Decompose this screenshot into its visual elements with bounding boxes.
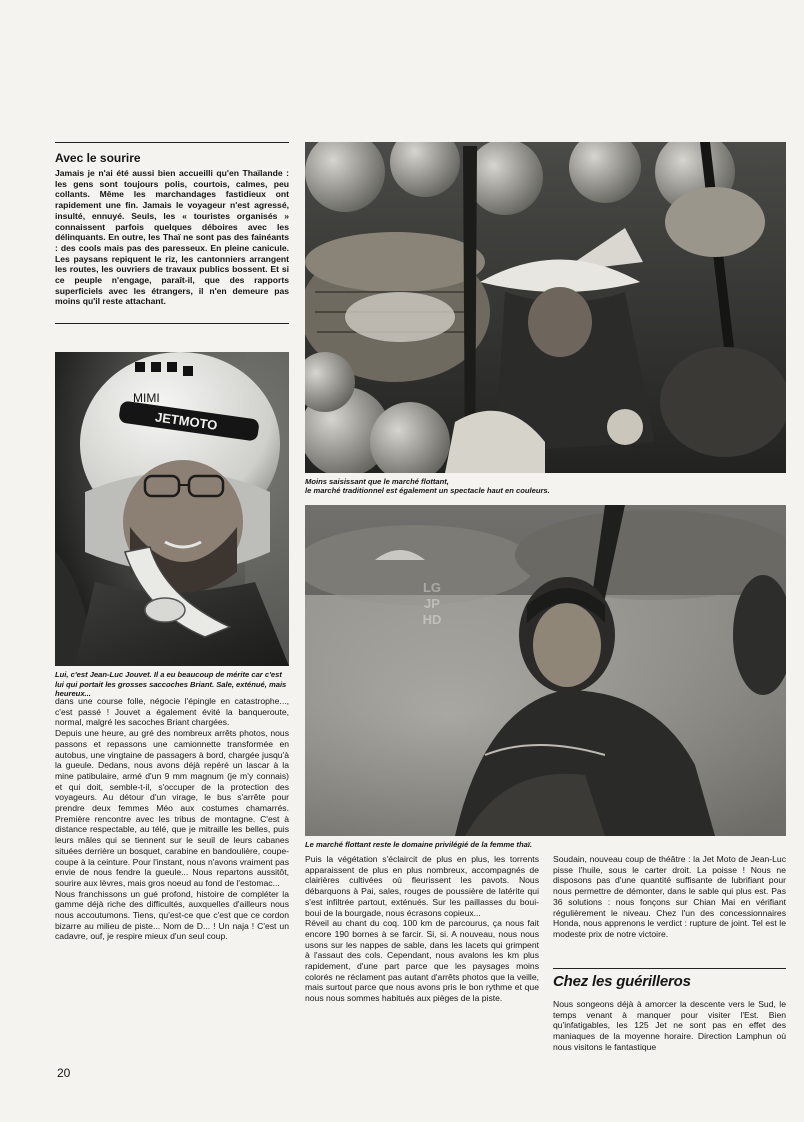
column3-text-continued: Nous songeons déjà à amorcer la descente vers le Sud, le temps venant à manquer pour visiter l'Est. Bien qu'infatigables, les 125 Jet ne sont pas en effet des maniaques de la moyenne horaire. Direction Lamphun où nous visitons le fantastique xyxy=(553,999,786,1052)
rider-portrait-photo xyxy=(55,352,289,666)
top-rule-left xyxy=(55,142,289,143)
caption-traditional-market-line1: Moins saisissant que le marché flottant, xyxy=(305,477,449,486)
caption-floating-market: Le marché flottant reste le domaine privilégié de la femme thaï. xyxy=(305,840,533,849)
watermark-line1: LG xyxy=(422,580,442,595)
caption-traditional-market-line2: le marché traditionnel est également un spectacle haut en couleurs. xyxy=(305,486,550,495)
column2-text: Puis la végétation s'éclaircit de plus en plus, les torrents apparaissent de plus en plus nombreux, accompagnés de clairières cultivées où fleurissent les pavots. Nous débarquons à Pai, sales, rouges de poussière de latérite qui s'est infiltrée partout, exténués. Sur les paillasses du boui-boui de la bourgade, nous écrasons copieux... Réveil au chant du coq. 100 km de parcourus, ça nous fait encore 190 bornes à se farcir. Si, si. A nouveau, nous nous usons sur les nappes de sable, dans les lacets qui grimpent à l'assaut des cols. Cependant, nous avalons les km plus rapidement, d'une part parce que les paysages moins colorés ne réclament pas autant d'arrêts photos que la veille, mais surtout parce que nous avons pris le bon rythme et que nous nous sommes habitués aux pièges de la piste. xyxy=(305,854,539,1004)
watermark-line3: HD xyxy=(422,612,442,627)
caption-rider: Lui, c'est Jean-Luc Jouvet. Il a eu beaucoup de mérite car c'est lui qui portait les grosses saccoches Briant. Sale, exténué, mais heureux... xyxy=(55,670,287,698)
traditional-market-photo xyxy=(305,142,786,473)
column3-text: Soudain, nouveau coup de théâtre : la Jet Moto de Jean-Luc pisse l'huile, sous le carter droit. La poisse ! Nous ne disposons pas d'une quantité suffisante de lubrifiant pour nous permettre de démonter, dans le sable qui plus est. Pas 36 solutions : nous fonçons sur Chian Mai en vérifiant régulièrement le niveau. Chez l'un des concessionnaires Honda, nous apprenons le verdict : rupture de joint. Tel est le modeste prix de notre victoire. xyxy=(553,854,786,939)
watermark-logo xyxy=(410,580,454,640)
helmet-band-text: JETMOTO xyxy=(154,409,219,433)
section-title-avec-le-sourire: Avec le sourire xyxy=(55,151,141,165)
section-intro-text: Jamais je n'ai été aussi bien accueilli qu'en Thaïlande : les gens sont toujours polis, courtois, calmes, peu collants. Même les marchandages fastidieux ont rapidement une fin. Jamais le voyageur n'est agressé, insulté, ennuyé. Seuls, les « touristes organisés » connaissent parfois quelques déboires avec les délinquants. En outre, les Thaï ne sont pas des fainéants : des cools mais pas des paresseux. En pleine canicule. Les paysans repiquent le riz, les cantonniers arrangent les routes, les ouvriers de travaux publics bossent. Et si ce peuple n'engage, paraît-il, que des rapports superficiels avec les étrangers, il n'en demeure pas moins qu'il reste attachant. xyxy=(55,168,289,307)
heading-top-rule xyxy=(553,968,786,969)
column1-text: dans une course folle, négocie l'épingle en catastrophe..., c'est passé ! Jouvet a également évité la banqueroute, normal, malgré les sacoches Briant chargées. Depuis une heure, au gré des nombreux arrêts photos, nous passons et repassons une camionnette transformée en autobus, une vingtaine de passagers à bord, chargée jusqu'à la gueule. Dedans, nous avons déjà repéré un lascar à la mine patibulaire, armé d'un 9 mm magnum (je m'y connais) et qui doit, semble-t-il, s'occuper de la protection des voyageurs. Au détour d'un virage, le bus s'arrête pour prendre deux femmes Méo aux costumes chamarrés. Première rencontre avec les tribus de montagne. C'est à distance respectable, au télé, que je mitraille les belles, puis leurs mâles qui se tiennent sur le seuil de leurs cabanes situées derrière un bosquet, carabine en bandoulière, coupe-coupe à la ceinture. Pour l'instant, nous n'avons vraiment pas envie de nous fendre la gueule... Nous repartons aussitôt, sourire aux lèvres, mais gros noeud au fond de l'estomac... Nous franchissons un gué profond, histoire de compléter la gamme déjà riche des difficultés, auxquelles d'ailleurs nous nous accoutumons. Tiens, qu'est-ce que c'est que ce cordon bizarre au milieu de piste... Nom de D... ! Un naja ! C'est un cadavre, ouf, je respire mieux d'un seul coup. xyxy=(55,696,289,942)
helmet-top-text: MIMI xyxy=(133,391,160,405)
heading-chez-les-guerilleros: Chez les guérilleros xyxy=(553,973,691,990)
page-number: 20 xyxy=(57,1066,71,1080)
intro-bottom-rule xyxy=(55,323,289,324)
watermark-line2: JP xyxy=(424,596,440,611)
floating-market-photo xyxy=(305,505,786,836)
